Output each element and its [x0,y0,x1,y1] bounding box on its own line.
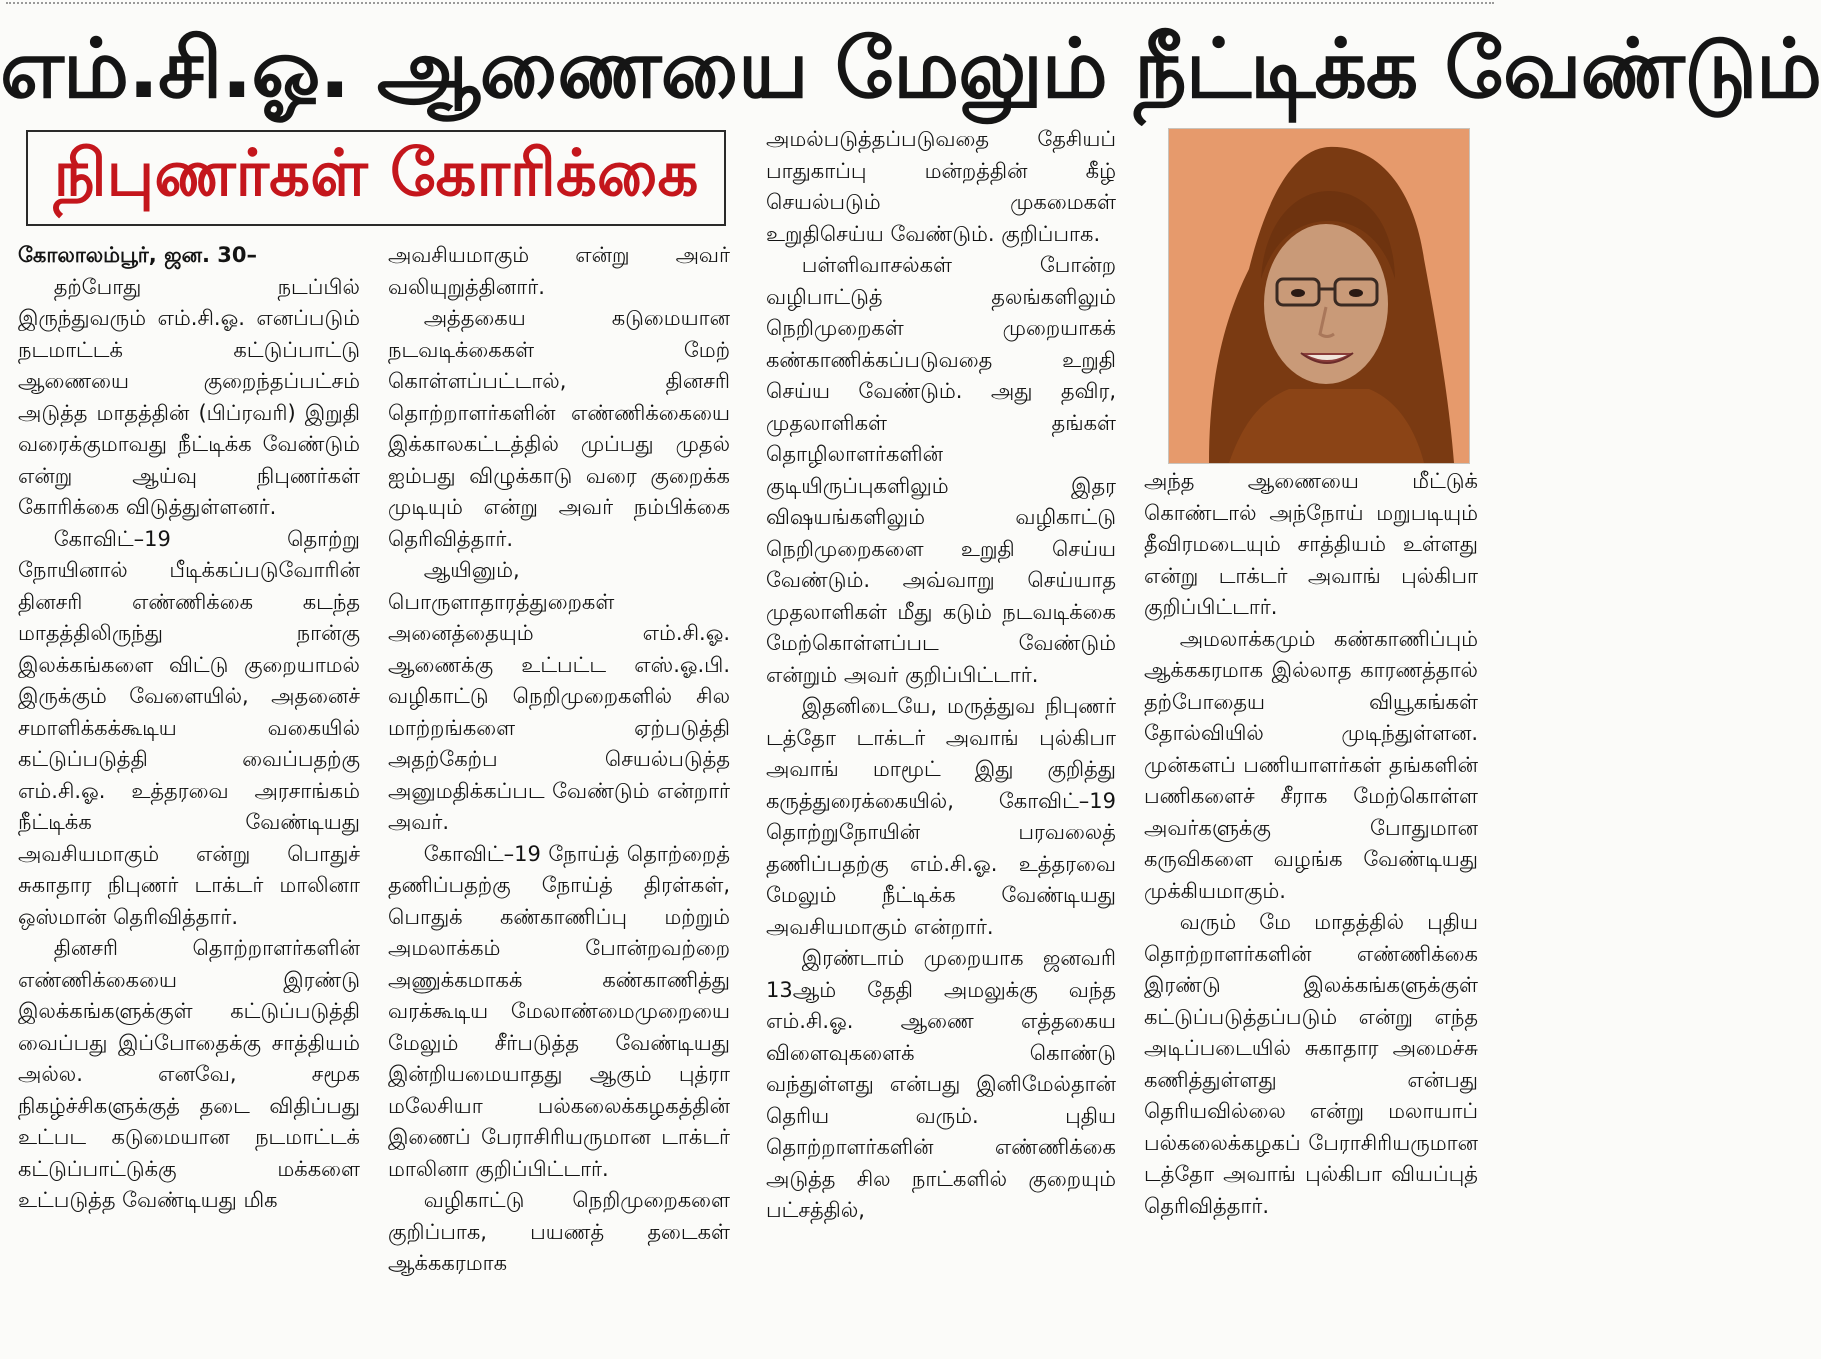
paragraph: அவசியமாகும் என்று அவர் வலியுறுத்தினார். [388,243,730,299]
paragraph: அத்தகைய கடுமையான நடவடிக்கைகள் மேற் கொள்ளப்பட்டால், தினசரி தொற்றாளர்களின் எண்ணிக்கையை இக்காலகட்டத்தில் முப்பது முதல் ஐம்பது விழுக்காடு வரை குறைக்க முடியும் என்று அவர் நம்பிக்கை தெரிவித்தார். [388,306,730,551]
paragraph: அமல்படுத்தப்படுவதை தேசியப் பாதுகாப்பு மன்றத்தின் கீழ் செயல்படும் முகமைகள் உறுதிசெய்ய வேண்டும். குறிப்பாக. [766,127,1116,246]
paragraph: கோவிட்–19 தொற்று நோயினால் பீடிக்கப்படுவோரின் தினசரி எண்ணிக்கை கடந்த மாதத்திலிருந்து நான்கு இலக்கங்களை விட்டு குறையாமல் இருக்கும் வேளையில், அதனைச் சமாளிக்கக்கூடிய வகையில் கட்டுப்படுத்தி வைப்பதற்கு எம்.சி.ஓ. உத்தரவை அரசாங்கம் நீட்டிக்க வேண்டியது அவசியமாகும் என்று பொதுச் சுகாதார நிபுணர் டாக்டர் மாலினா ஒஸ்மான் தெரிவித்தார். [18,526,360,929]
paragraph: வரும் மே மாதத்தில் புதிய தொற்றாளர்களின் எண்ணிக்கை இரண்டு இலக்கங்களுக்குள் கட்டுப்படுத்தப்படும் என்று எந்த அடிப்படையில் சுகாதார அமைச்சு கணித்துள்ளது என்பது தெரியவில்லை என்று மலாயாப் பல்கலைக்கழகப் பேராசிரியருமான டத்தோ அவாங் புல்கிபா வியப்புத் தெரிவித்தார். [1144,910,1478,1218]
article-headline: எம்.சி.ஓ. ஆணையை மேலும் நீட்டிக்க வேண்டும் [0,22,1821,117]
paragraph: இரண்டாம் முறையாக ஜனவரி 13ஆம் தேதி அமலுக்கு வந்த எம்.சி.ஓ. ஆணை எத்தகைய விளைவுகளைக் கொண்டு வந்துள்ளது என்பது இனிமேல்தான் தெரிய வரும். புதிய தொற்றாளர்களின் எண்ணிக்கை அடுத்த சில நாட்களில் குறையும் பட்சத்தில், [766,946,1116,1222]
paragraph: கோவிட்–19 நோய்த் தொற்றைத் தணிப்பதற்கு நோய்த் திரள்கள், பொதுக் கண்காணிப்பு மற்றும் அமலாக்கம் போன்றவற்றை அணுக்கமாகக் கண்காணித்து வரக்கூடிய மேலாண்மைமுறையை மேலும் சீர்படுத்த வேண்டியது இன்றியமையாதது ஆகும் புத்ரா மலேசியா பல்கலைக்கழகத்தின் இணைப் பேராசிரியருமான டாக்டர் மாலினா குறிப்பிட்டார். [388,841,730,1181]
article-subheadline: நிபுணர்கள் கோரிக்கை [53,137,699,211]
paragraph: பள்ளிவாசல்கள் போன்ற வழிபாட்டுத் தலங்களிலும் நெறிமுறைகள் முறையாகக் கண்காணிக்கப்படுவதை உறுதி செய்ய வேண்டும். அது தவிர, முதலாளிகள் தங்கள் தொழிலாளர்களின் குடியிருப்புகளிலும் இதர விஷயங்களிலும் வழிகாட்டு நெறிமுறைகளை உறுதி செய்ய வேண்டும். அவ்வாறு செய்யாத முதலாளிகள் மீது கடும் நடவடிக்கை மேற்கொள்ளப்பட வேண்டும் என்றும் அவர் குறிப்பிட்டார். [766,253,1116,687]
paragraph: இதனிடையே, மருத்துவ நிபுணர் டத்தோ டாக்டர் அவாங் புல்கிபா அவாங் மாமூட் இது குறித்து கருத்துரைக்கையில், கோவிட்–19 தொற்றுநோயின் பரவலைத் தணிப்பதற்கு எம்.சி.ஓ. உத்தரவை மேலும் நீட்டிக்க வேண்டியது அவசியமாகும் என்றார். [766,694,1116,939]
paragraph: தினசரி தொற்றாளர்களின் எண்ணிக்கையை இரண்டு இலக்கங்களுக்குள் கட்டுப்படுத்தி வைப்பது இப்போதைக்கு சாத்தியம் அல்ல. எனவே, சமூக நிகழ்ச்சிகளுக்குத் தடை விதிப்பது உட்பட கடுமையான நடமாட்டக் கட்டுப்பாட்டுக்கு மக்களை உட்படுத்த வேண்டியது மிக [18,936,360,1212]
portrait-photo [1168,128,1470,464]
paragraph: அமலாக்கமும் கண்காணிப்பும் ஆக்ககரமாக இல்லாத காரணத்தால் தற்போதைய வியூகங்கள் தோல்வியில் முடிந்துள்ளன. முன்களப் பணியாளர்கள் தங்களின் பணிகளைச் சீராக மேற்கொள்ள அவர்களுக்கு போதுமான கருவிகளை வழங்க வேண்டியது முக்கியமாகும். [1144,626,1478,903]
column-2 [388,240,730,1340]
top-dotted-rule [6,2,1494,4]
column-3 [766,124,1116,1349]
dateline: கோலாலம்பூர், ஜன. 30– [18,243,257,267]
paragraph: தற்போது நடப்பில் இருந்துவரும் எம்.சி.ஓ. எனப்படும் நடமாட்டக் கட்டுப்பாட்டு ஆணையை குறைந்தப்பட்சம் அடுத்த மாதத்தின் (பிப்ரவரி) இறுதி வரைக்குமாவது நீட்டிக்க வேண்டும் என்று ஆய்வு நிபுணர்கள் கோரிக்கை விடுத்துள்ளனர். [18,274,360,519]
paragraph: ஆயினும், பொருளாதாரத்துறைகள் அனைத்தையும் எம்.சி.ஓ. ஆணைக்கு உட்பட்ட எஸ்.ஓ.பி. வழிகாட்டு நெறிமுறைகளில் சில மாற்றங்களை ஏற்படுத்தி அதற்கேற்ப செயல்படுத்த அனுமதிக்கப்பட வேண்டும் என்றார் அவர். [388,558,730,834]
paragraph: அந்த ஆணையை மீட்டுக் கொண்டால் அந்நோய் மறுபடியும் தீவிரமடையும் சாத்தியம் உள்ளது என்று டாக்டர் அவாங் புல்கிபா குறிப்பிட்டார். [1144,469,1478,619]
portrait-illustration [1169,129,1469,463]
column-1 [18,240,360,1340]
subheadline-box [26,130,726,226]
paragraph: வழிகாட்டு நெறிமுறைகளை குறிப்பாக, பயணத் தடைகள் ஆக்ககரமாக [388,1188,730,1275]
column-4 [1144,466,1478,1346]
